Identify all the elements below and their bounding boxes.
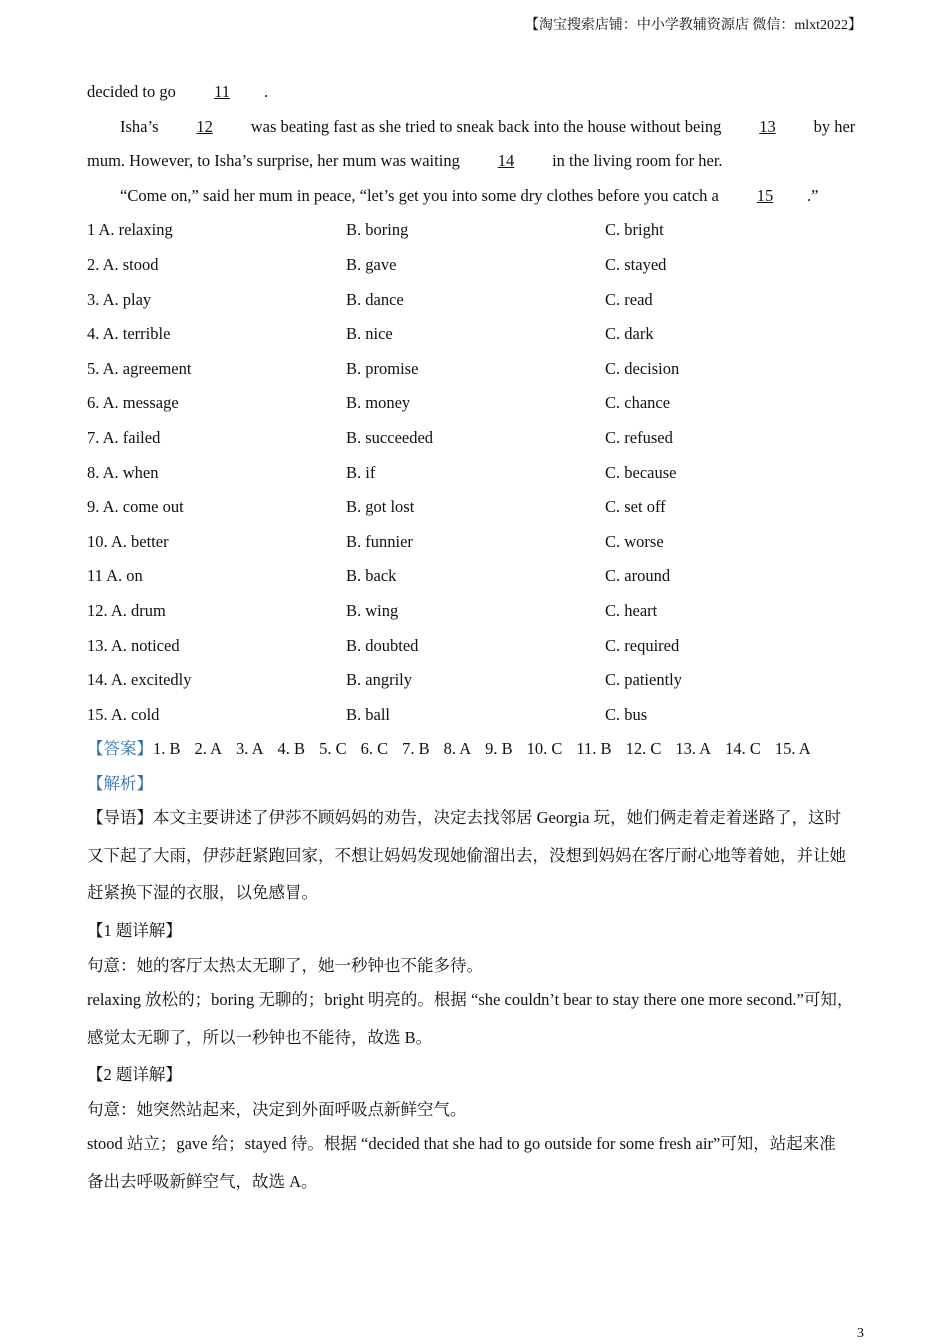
option-a: 2. A. stood bbox=[87, 254, 159, 274]
option-c: C. chance bbox=[605, 393, 671, 413]
option-row bbox=[87, 597, 867, 632]
blank-14: 14 bbox=[497, 151, 515, 171]
option-b: B. gave bbox=[346, 254, 397, 274]
passage-text: in the living room for her. bbox=[547, 151, 723, 171]
option-c: C. patiently bbox=[605, 670, 682, 690]
option-a: 11 A. on bbox=[87, 566, 143, 586]
answer-item: 1. B bbox=[153, 739, 181, 759]
option-row bbox=[87, 666, 867, 701]
option-a: 4. A. terrible bbox=[87, 324, 171, 344]
option-c: C. set off bbox=[605, 497, 666, 517]
blank-11: 11 bbox=[214, 82, 230, 101]
option-b: B. wing bbox=[346, 600, 399, 620]
option-c: C. worse bbox=[605, 531, 664, 551]
option-b: B. got lost bbox=[346, 497, 415, 517]
passage-text: “Come on,” said her mum in peace, “let’s get you into some dry clothes before you catch a bbox=[120, 185, 723, 205]
answer-item: 12. C bbox=[625, 739, 662, 759]
answer-item: 15. A bbox=[774, 739, 811, 759]
option-row bbox=[87, 701, 867, 736]
option-b: B. back bbox=[346, 566, 397, 586]
q2-title: 【2 题详解】 bbox=[87, 1065, 182, 1085]
passage-text: by her bbox=[809, 116, 856, 136]
option-c: C. bus bbox=[605, 704, 648, 724]
answer-item: 11. B bbox=[576, 739, 612, 759]
answer-key bbox=[87, 735, 867, 770]
option-b: B. promise bbox=[346, 358, 419, 378]
option-a: 5. A. agreement bbox=[87, 358, 192, 378]
passage-text: . bbox=[264, 82, 269, 101]
option-a: 13. A. noticed bbox=[87, 635, 180, 655]
blank-12: 12 bbox=[196, 116, 213, 136]
answer-item: 3. A bbox=[236, 739, 264, 759]
option-row bbox=[87, 389, 867, 424]
option-c: C. around bbox=[605, 566, 671, 586]
option-row bbox=[87, 216, 867, 251]
option-c: C. decision bbox=[605, 358, 680, 378]
page-header: 【淘宝搜索店铺：中小学教辅资源店 微信：mlxt2022】 bbox=[524, 18, 862, 33]
passage-text: Isha’s bbox=[120, 116, 163, 136]
page-number: 3 bbox=[857, 1326, 864, 1341]
q2-explanation: stood 站立；gave 给；stayed 待。根据 “decided that she had to go outside for some fresh air”可知，站起来准 bbox=[87, 1134, 836, 1154]
q1-title: 【1 题详解】 bbox=[87, 920, 182, 940]
blank-15: 15 bbox=[756, 185, 774, 205]
option-c: C. bright bbox=[605, 220, 664, 240]
guide-text: 【导语】本文主要讲述了伊莎不顾妈妈的劝告，决定去找邻居 Georgia 玩，她们俩走着走着迷路了，这时 bbox=[87, 808, 842, 828]
passage-text: .” bbox=[806, 185, 819, 205]
passage-line bbox=[87, 147, 867, 182]
passage-text: mum. However, to Isha’s surprise, her mum was waiting bbox=[87, 151, 464, 171]
q2-explanation: 备出去呼吸新鲜空气，故选 A。 bbox=[87, 1171, 318, 1191]
option-c: C. refused bbox=[605, 427, 673, 447]
option-a: 6. A. message bbox=[87, 393, 179, 413]
option-c: C. heart bbox=[605, 600, 658, 620]
option-a: 15. A. cold bbox=[87, 704, 160, 724]
option-row bbox=[87, 286, 867, 321]
q1-explanation: relaxing 放松的；boring 无聊的；bright 明亮的。根据 “she couldn’t bear to stay there one more second.”可知， bbox=[87, 990, 854, 1010]
answer-item: 7. B bbox=[402, 739, 430, 759]
option-row bbox=[87, 355, 867, 390]
answer-item: 9. B bbox=[485, 739, 513, 759]
option-a: 10. A. better bbox=[87, 531, 169, 551]
option-b: B. succeeded bbox=[346, 427, 434, 447]
option-c: C. required bbox=[605, 635, 680, 655]
option-row bbox=[87, 562, 867, 597]
option-c: C. stayed bbox=[605, 254, 667, 274]
answer-item: 2. A bbox=[194, 739, 223, 759]
answer-item: 13. A bbox=[675, 739, 712, 759]
answer-item: 6. C bbox=[360, 739, 389, 759]
option-row bbox=[87, 528, 867, 563]
option-a: 8. A. when bbox=[87, 462, 159, 482]
option-b: B. if bbox=[346, 462, 376, 482]
passage-line bbox=[87, 78, 867, 113]
option-c: C. because bbox=[605, 462, 677, 482]
option-row bbox=[87, 424, 867, 459]
answer-item: 10. C bbox=[526, 739, 563, 759]
option-c: C. read bbox=[605, 289, 653, 309]
option-b: B. funnier bbox=[346, 531, 413, 551]
q2-meaning: 句意：她突然站起来，决定到外面呼吸点新鲜空气。 bbox=[87, 1099, 467, 1119]
guide-text: 赶紧换下湿的衣服，以免感冒。 bbox=[87, 883, 318, 903]
option-a: 1 A. relaxing bbox=[87, 220, 173, 240]
document-body bbox=[87, 78, 867, 1205]
option-a: 14. A. excitedly bbox=[87, 670, 192, 690]
passage-text: was beating fast as she tried to sneak back into the house without being bbox=[246, 116, 726, 136]
option-b: B. boring bbox=[346, 220, 409, 240]
answer-item: 8. A bbox=[443, 739, 472, 759]
answer-item: 5. C bbox=[319, 739, 347, 759]
passage-line bbox=[87, 113, 867, 148]
answer-item: 14. C bbox=[725, 739, 761, 759]
option-a: 9. A. come out bbox=[87, 497, 184, 517]
passage-line bbox=[87, 182, 867, 217]
q1-explanation: 感觉太无聊了，所以一秒钟也不能待，故选 B。 bbox=[87, 1027, 433, 1047]
passage-text: decided to go bbox=[87, 82, 181, 101]
guide-text: 又下起了大雨，伊莎赶紧跑回家，不想让妈妈发现她偷溜出去，没想到妈妈在客厅耐心地等着她，并让她 bbox=[87, 845, 846, 865]
option-row bbox=[87, 320, 867, 355]
option-c: C. dark bbox=[605, 324, 654, 344]
option-a: 12. A. drum bbox=[87, 600, 166, 620]
option-row bbox=[87, 493, 867, 528]
answer-item: 4. B bbox=[277, 739, 306, 759]
option-b: B. dance bbox=[346, 289, 404, 309]
option-b: B. angrily bbox=[346, 670, 412, 690]
option-row bbox=[87, 632, 867, 667]
option-b: B. nice bbox=[346, 324, 393, 344]
blank-13: 13 bbox=[759, 116, 776, 136]
analysis-label: 【解析】 bbox=[87, 773, 153, 793]
option-b: B. money bbox=[346, 393, 411, 413]
answer-label: 【答案】 bbox=[87, 739, 153, 759]
option-a: 7. A. failed bbox=[87, 427, 161, 447]
option-row bbox=[87, 459, 867, 494]
option-b: B. ball bbox=[346, 704, 390, 724]
options-list bbox=[87, 216, 867, 735]
option-b: B. doubted bbox=[346, 635, 419, 655]
q1-meaning: 句意：她的客厅太热太无聊了，她一秒钟也不能多待。 bbox=[87, 955, 483, 975]
option-row bbox=[87, 251, 867, 286]
option-a: 3. A. play bbox=[87, 289, 152, 309]
